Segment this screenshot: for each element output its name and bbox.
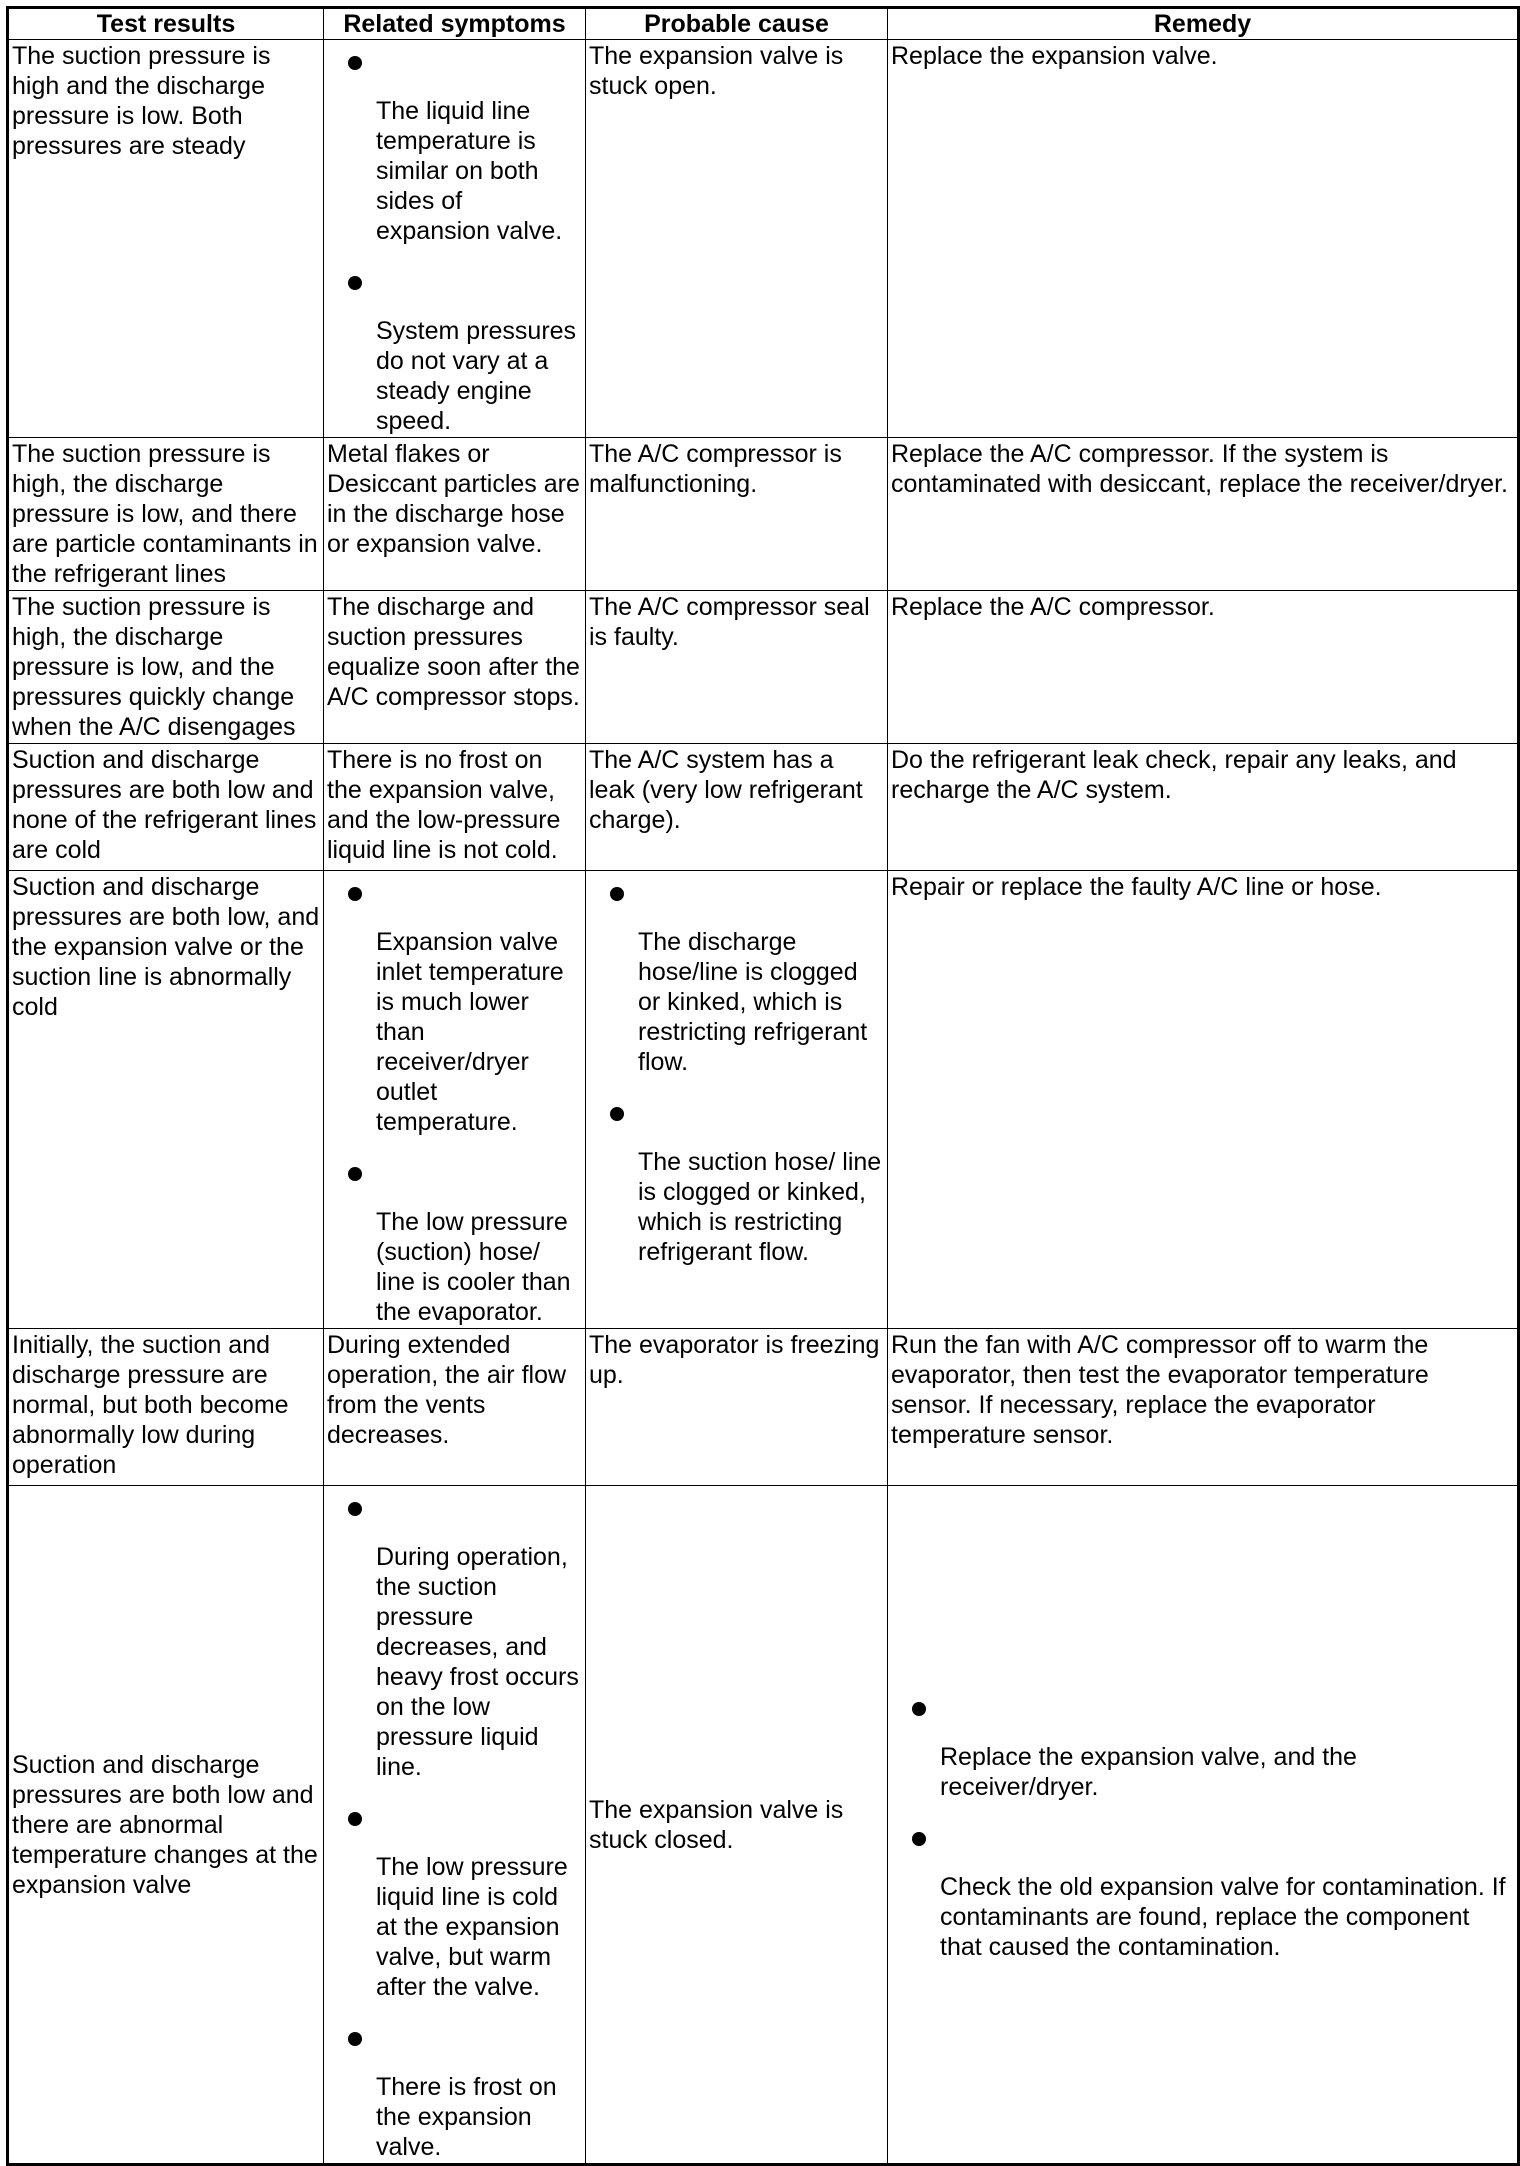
test-result-cell: The suction pressure is high and the discharge pressure is low. Both pressures are steady bbox=[8, 40, 324, 438]
list-item: Check the old expansion valve for contamination. If contaminants are found, replace the component that caused the contamination. bbox=[891, 1817, 1514, 1962]
list-item: The discharge hose/line is clogged or kinked, which is restricting refrigerant flow. bbox=[589, 872, 884, 1092]
list-item: Expansion valve inlet temperature is much lower than receiver/dryer outlet temperature. bbox=[327, 872, 582, 1152]
bullet-icon bbox=[348, 56, 362, 70]
bullet-icon bbox=[610, 887, 624, 901]
cause-cell: The expansion valve is stuck open. bbox=[586, 40, 888, 438]
bullet-icon bbox=[912, 1832, 926, 1846]
bullet-icon bbox=[348, 1502, 362, 1516]
bullet-icon bbox=[348, 276, 362, 290]
cause-cell: The expansion valve is stuck closed. bbox=[586, 1486, 888, 2165]
bullet-icon bbox=[348, 2032, 362, 2046]
test-result-cell: Suction and discharge pressures are both low and there are abnormal temperature changes at the expansion valve bbox=[8, 1486, 324, 2165]
symptoms-cell: There is no frost on the expansion valve, and the low-pressure liquid line is not cold. bbox=[324, 744, 586, 871]
remedy-cell: Replace the expansion valve. bbox=[888, 40, 1519, 438]
symptom-list bbox=[327, 41, 582, 436]
bullet-icon bbox=[348, 1167, 362, 1181]
symptoms-cell bbox=[324, 1486, 586, 2165]
symptoms-cell: During extended operation, the air flow from the vents decreases. bbox=[324, 1329, 586, 1486]
list-item: The low pressure (suction) hose/ line is cooler than the evaporator. bbox=[327, 1152, 582, 1327]
header-row bbox=[8, 8, 1519, 40]
list-item: Replace the expansion valve, and the receiver/dryer. bbox=[891, 1687, 1514, 1817]
remedy-cell: Replace the A/C compressor. bbox=[888, 591, 1519, 744]
symptom-list bbox=[327, 1487, 582, 2162]
remedy-cell: Run the fan with A/C compressor off to warm the evaporator, then test the evaporator temperature sensor. If necessary, replace the evaporator temperature sensor. bbox=[888, 1329, 1519, 1486]
list-item: The suction hose/ line is clogged or kinked, which is restricting refrigerant flow. bbox=[589, 1092, 884, 1267]
table-row bbox=[8, 40, 1519, 438]
remedy-cell: Do the refrigerant leak check, repair any leaks, and recharge the A/C system. bbox=[888, 744, 1519, 871]
diagnosis-table bbox=[6, 6, 1520, 2166]
remedy-list bbox=[891, 1687, 1514, 1962]
cause-list bbox=[589, 872, 884, 1267]
list-item: There is frost on the expansion valve. bbox=[327, 2017, 582, 2162]
cause-cell bbox=[586, 871, 888, 1329]
cause-cell: The A/C system has a leak (very low refrigerant charge). bbox=[586, 744, 888, 871]
symptoms-cell bbox=[324, 40, 586, 438]
list-item: The low pressure liquid line is cold at the expansion valve, but warm after the valve. bbox=[327, 1797, 582, 2017]
table-row bbox=[8, 591, 1519, 744]
table-row bbox=[8, 871, 1519, 1329]
test-result-cell: Suction and discharge pressures are both low and none of the refrigerant lines are cold bbox=[8, 744, 324, 871]
header-remedy: Remedy bbox=[888, 8, 1519, 40]
header-related-symptoms: Related symptoms bbox=[324, 8, 586, 40]
symptoms-cell bbox=[324, 871, 586, 1329]
table-row bbox=[8, 438, 1519, 591]
remedy-cell: Replace the A/C compressor. If the system is contaminated with desiccant, replace the receiver/dryer. bbox=[888, 438, 1519, 591]
cause-cell: The A/C compressor seal is faulty. bbox=[586, 591, 888, 744]
list-item: System pressures do not vary at a steady engine speed. bbox=[327, 261, 582, 436]
list-item: The liquid line temperature is similar on both sides of expansion valve. bbox=[327, 41, 582, 261]
cause-cell: The A/C compressor is malfunctioning. bbox=[586, 438, 888, 591]
symptom-list bbox=[327, 872, 582, 1327]
symptoms-cell: The discharge and suction pressures equalize soon after the A/C compressor stops. bbox=[324, 591, 586, 744]
table-row bbox=[8, 1486, 1519, 2165]
bullet-icon bbox=[912, 1702, 926, 1716]
table-row bbox=[8, 1329, 1519, 1486]
symptoms-cell: Metal flakes or Desiccant particles are in the discharge hose or expansion valve. bbox=[324, 438, 586, 591]
bullet-icon bbox=[348, 887, 362, 901]
test-result-cell: Initially, the suction and discharge pressure are normal, but both become abnormally low during operation bbox=[8, 1329, 324, 1486]
header-probable-cause: Probable cause bbox=[586, 8, 888, 40]
test-result-cell: The suction pressure is high, the discharge pressure is low, and the pressures quickly change when the A/C disengages bbox=[8, 591, 324, 744]
test-result-cell: The suction pressure is high, the discharge pressure is low, and there are particle contaminants in the refrigerant lines bbox=[8, 438, 324, 591]
table-row bbox=[8, 744, 1519, 871]
bullet-icon bbox=[610, 1107, 624, 1121]
bullet-icon bbox=[348, 1812, 362, 1826]
cause-cell: The evaporator is freezing up. bbox=[586, 1329, 888, 1486]
list-item: During operation, the suction pressure decreases, and heavy frost occurs on the low pressure liquid line. bbox=[327, 1487, 582, 1797]
header-test-results: Test results bbox=[8, 8, 324, 40]
test-result-cell: Suction and discharge pressures are both low, and the expansion valve or the suction line is abnormally cold bbox=[8, 871, 324, 1329]
remedy-cell bbox=[888, 1486, 1519, 2165]
remedy-cell: Repair or replace the faulty A/C line or hose. bbox=[888, 871, 1519, 1329]
